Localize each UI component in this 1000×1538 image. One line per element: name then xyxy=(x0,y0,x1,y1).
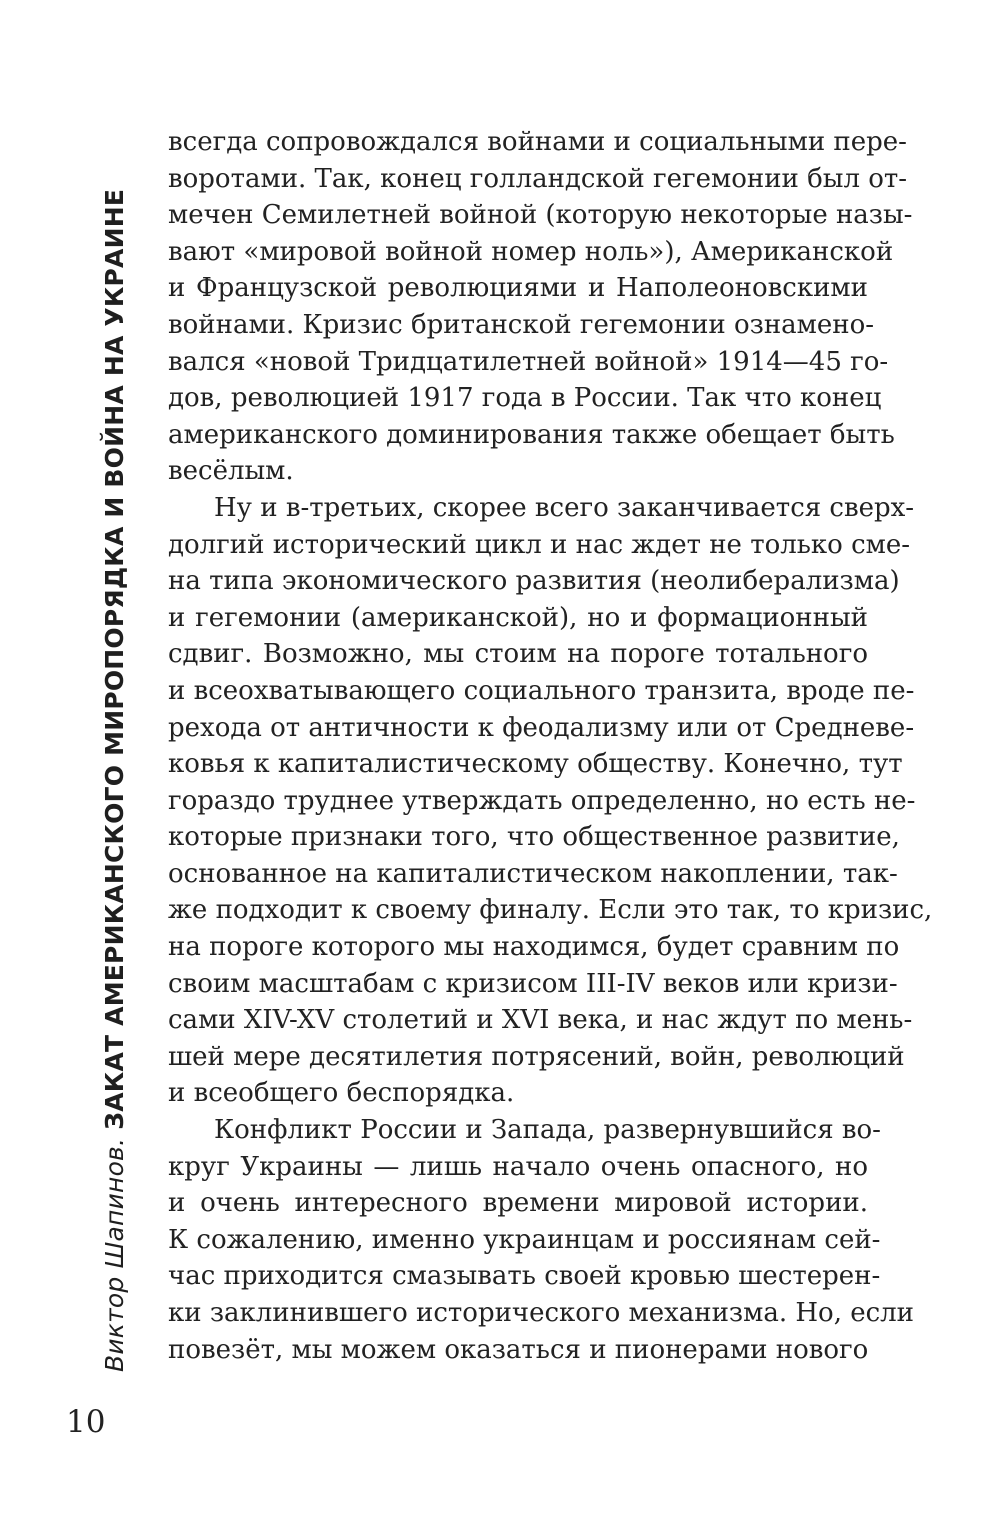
running-head xyxy=(100,188,129,1372)
text-line: войнами. Кризис британской гегемонии ознамено- xyxy=(168,309,875,340)
text-line: весёлым. xyxy=(168,456,294,487)
text-line: же подходит к своему финалу. Если это так, то кризис, xyxy=(168,895,933,926)
text-line: и всеохватывающего социального транзита, вроде пе- xyxy=(168,675,915,706)
text-line: на пороге которого мы находимся, будет сравним по xyxy=(168,932,900,963)
text-line: повезёт, мы можем оказаться и пионерами нового xyxy=(168,1334,869,1365)
text-line: ки заклинившего исторического механизма. Но, если xyxy=(168,1298,915,1328)
running-head-title: ЗАКАТ АМЕРИКАНСКОГО МИРОПОРЯДКА И ВОЙНА НА УКРАИНЕ xyxy=(100,188,129,1130)
text-line: шей мере десятилетия потрясений, войн, революций xyxy=(168,1041,905,1072)
page-number: 10 xyxy=(66,1404,106,1440)
text-line: вался «новой Тридцатилетней войной» 1914—45 го- xyxy=(168,346,889,377)
paragraph xyxy=(168,124,913,490)
text-line: вают «мировой войной номер ноль»), Американской xyxy=(168,236,894,267)
text-line: ковья к капиталистическому обществу. Конечно, тут xyxy=(168,749,903,780)
text-line: всегда сопровождался войнами и социальными пере- xyxy=(168,127,907,157)
text-line: и Французской революциями и Наполеоновскими xyxy=(168,273,868,304)
text-line: сами XIV-XV столетий и XVI века, и нас ждут по мень- xyxy=(168,1005,913,1036)
running-head-author: Виктор Шапинов. xyxy=(100,1137,129,1372)
text-line: и всеобщего беспорядка. xyxy=(168,1078,515,1109)
text-line: на типа экономического развития (неолиберализма) xyxy=(168,566,900,597)
text-line: Ну и в-третьих, скорее всего заканчивается сверх- xyxy=(214,492,915,523)
body-text xyxy=(168,124,933,1368)
text-line: основанное на капиталистическом накоплении, так- xyxy=(168,858,898,889)
text-line: своим масштабам с кризисом III-IV веков или кризи- xyxy=(168,968,898,999)
text-line: Конфликт России и Запада, развернувшийся во- xyxy=(214,1115,881,1146)
text-line: круг Украины — лишь начало очень опасного, но xyxy=(168,1151,868,1182)
paragraph xyxy=(168,490,933,1112)
text-line: сдвиг. Возможно, мы стоим на пороге тотального xyxy=(168,639,868,670)
text-line: долгий исторический цикл и нас ждет не только сме- xyxy=(168,529,911,560)
paragraph xyxy=(168,1112,915,1368)
text-line: воротами. Так, конец голландской гегемонии был от- xyxy=(168,163,908,194)
text-line: К сожалению, именно украинцам и россиянам сей- xyxy=(168,1224,881,1255)
text-line: дов, революцией 1917 года в России. Так что конец xyxy=(168,383,882,414)
text-line: и очень интересного времени мировой истории. xyxy=(168,1188,868,1219)
text-line: которые признаки того, что общественное развитие, xyxy=(168,822,900,853)
text-line: американского доминирования также обещает быть xyxy=(168,419,895,450)
text-line: гораздо труднее утверждать определенно, но есть не- xyxy=(168,785,916,816)
text-line: мечен Семилетней войной (которую некоторые назы- xyxy=(168,200,913,231)
text-line: час приходится смазывать своей кровью шестерен- xyxy=(168,1261,881,1292)
text-line: рехода от античности к феодализму или от Средневе- xyxy=(168,712,915,743)
text-line: и гегемонии (американской), но и формационный xyxy=(168,602,868,633)
